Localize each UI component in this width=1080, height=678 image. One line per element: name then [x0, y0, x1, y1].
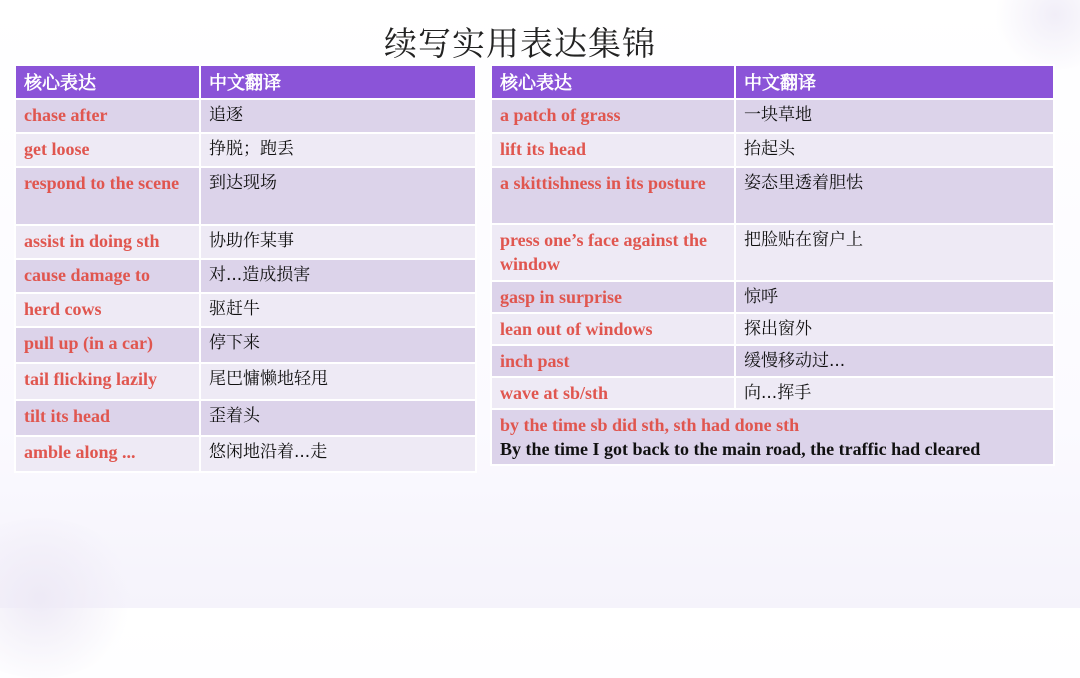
table-row — [15, 99, 476, 133]
table-header-row — [15, 65, 476, 99]
expression-cell: herd cows — [15, 293, 200, 327]
table-header-row — [491, 65, 1054, 99]
translation-cell: 缓慢移动过... — [735, 345, 1054, 377]
table-row — [491, 345, 1054, 377]
table-row — [491, 281, 1054, 313]
example-sentence: By the time I got back to the main road, the traffic had cleared — [500, 439, 981, 459]
expression-cell: assist in doing sth — [15, 225, 200, 259]
table-row-full — [491, 409, 1054, 465]
translation-cell: 对...造成损害 — [200, 259, 476, 293]
expression-cell: press one’s face against the window — [491, 224, 735, 281]
expression-cell: cause damage to — [15, 259, 200, 293]
translation-cell: 悠闲地沿着...走 — [200, 436, 476, 472]
expressions-table-left — [14, 64, 477, 473]
expression-cell: amble along ... — [15, 436, 200, 472]
expression-cell: inch past — [491, 345, 735, 377]
table-row — [15, 327, 476, 363]
table-row — [15, 167, 476, 225]
expression-cell: a patch of grass — [491, 99, 735, 133]
column-header-expression: 核心表达 — [491, 65, 735, 99]
translation-cell: 向...挥手 — [735, 377, 1054, 409]
column-header-translation: 中文翻译 — [735, 65, 1054, 99]
translation-cell: 挣脱；跑丢 — [200, 133, 476, 167]
expression-cell: chase after — [15, 99, 200, 133]
table-row — [491, 377, 1054, 409]
corner-decoration — [0, 518, 140, 678]
table-row — [491, 224, 1054, 281]
table-row — [15, 259, 476, 293]
table-row — [15, 225, 476, 259]
table-row — [15, 436, 476, 472]
table-row — [15, 363, 476, 400]
translation-cell: 抬起头 — [735, 133, 1054, 167]
expression-cell: get loose — [15, 133, 200, 167]
table-row — [491, 313, 1054, 345]
table-row — [491, 167, 1054, 224]
translation-cell: 歪着头 — [200, 400, 476, 436]
expression-cell: wave at sb/sth — [491, 377, 735, 409]
expression-cell: tail flicking lazily — [15, 363, 200, 400]
table-row — [15, 133, 476, 167]
expression-cell: respond to the scene — [15, 167, 200, 225]
sentence-pattern: by the time sb did sth, sth had done sth — [500, 415, 800, 435]
table-row — [491, 99, 1054, 133]
translation-cell: 探出窗外 — [735, 313, 1054, 345]
table-row — [15, 400, 476, 436]
expression-cell: a skittishness in its posture — [491, 167, 735, 224]
table-row — [491, 133, 1054, 167]
expression-cell: gasp in surprise — [491, 281, 735, 313]
expression-cell: lean out of windows — [491, 313, 735, 345]
column-header-expression: 核心表达 — [15, 65, 200, 99]
translation-cell: 姿态里透着胆怯 — [735, 167, 1054, 224]
translation-cell: 停下来 — [200, 327, 476, 363]
translation-cell: 把脸贴在窗户上 — [735, 224, 1054, 281]
table-row — [15, 293, 476, 327]
translation-cell: 到达现场 — [200, 167, 476, 225]
translation-cell: 一块草地 — [735, 99, 1054, 133]
pattern-cell — [491, 409, 1054, 465]
page-title: 续写实用表达集锦 — [384, 24, 656, 63]
translation-cell: 尾巴慵懒地轻甩 — [200, 363, 476, 400]
expression-cell: pull up (in a car) — [15, 327, 200, 363]
expressions-table-right — [490, 64, 1055, 466]
expression-cell: tilt its head — [15, 400, 200, 436]
expression-cell: lift its head — [491, 133, 735, 167]
translation-cell: 追逐 — [200, 99, 476, 133]
translation-cell: 驱赶牛 — [200, 293, 476, 327]
translation-cell: 协助作某事 — [200, 225, 476, 259]
translation-cell: 惊呼 — [735, 281, 1054, 313]
column-header-translation: 中文翻译 — [200, 65, 476, 99]
